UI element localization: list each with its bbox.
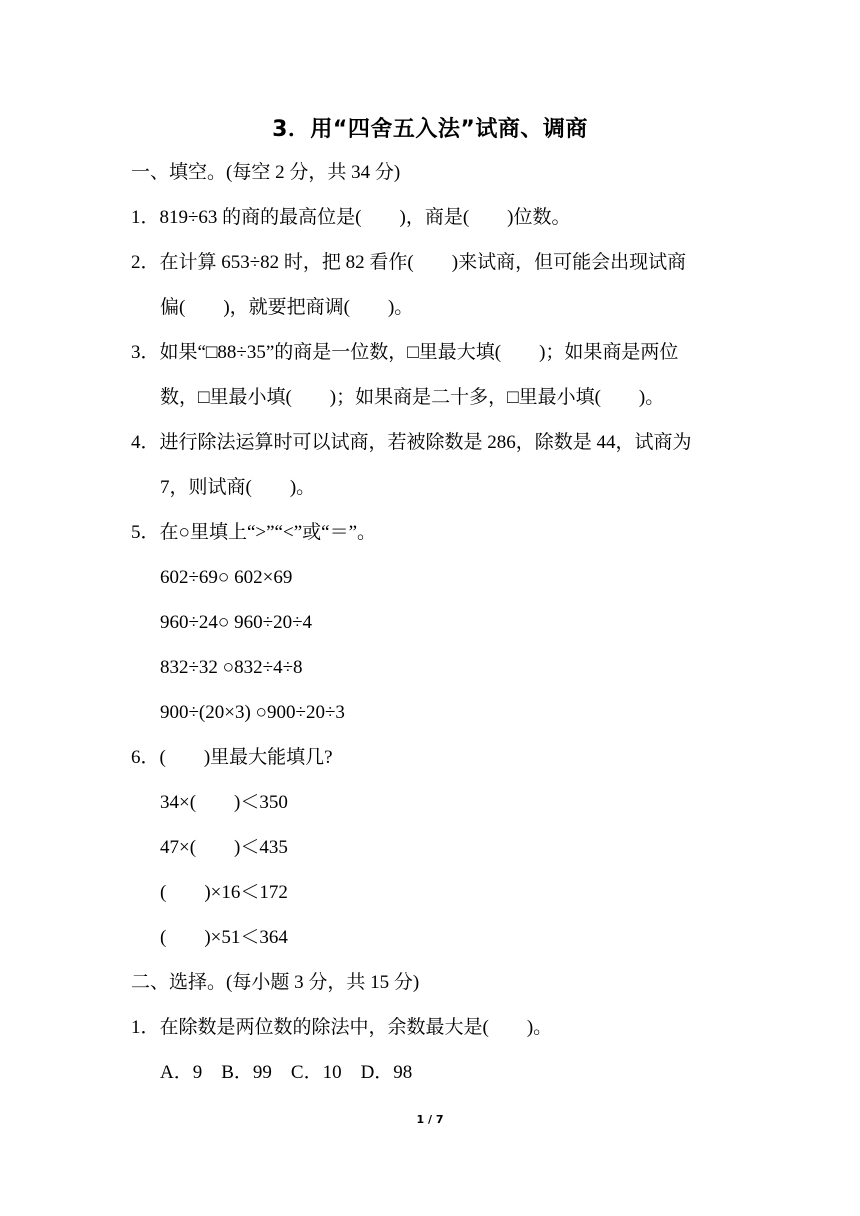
question-6-item: ( )×51＜364 bbox=[160, 927, 288, 948]
question-3-line-1: 3．如果“□88÷35”的商是一位数，□里最大填( )；如果商是两位 bbox=[131, 342, 679, 363]
question-4-line-1: 4．进行除法运算时可以试商，若被除数是 286，除数是 44，试商为 bbox=[131, 432, 692, 453]
question-4-line-2: 7，则试商( )。 bbox=[160, 477, 316, 498]
question-2-line-2: 偏( )，就要把商调( )。 bbox=[160, 297, 414, 318]
page-title: 3．用“四舍五入法”试商、调商 bbox=[272, 117, 588, 142]
question-6-item: 34×( )＜350 bbox=[160, 792, 288, 813]
question-5: 5．在○里填上“>”“<”或“＝”。 bbox=[131, 522, 377, 543]
question-2-line-1: 2．在计算 653÷82 时，把 82 看作( )来试商，但可能会出现试商 bbox=[131, 252, 687, 273]
question-3-line-2: 数，□里最小填( )；如果商是二十多，□里最小填( )。 bbox=[160, 387, 665, 408]
section-heading-choice: 二、选择。(每小题 3 分，共 15 分) bbox=[131, 972, 420, 993]
question-5-item: 832÷32 ○832÷4÷8 bbox=[160, 657, 303, 678]
section-heading-fill-blank: 一、填空。(每空 2 分，共 34 分) bbox=[131, 162, 401, 183]
question-1: 1．819÷63 的商的最高位是( )，商是( )位数。 bbox=[131, 207, 571, 228]
choice-question-1-options: A．9 B．99 C．10 D．98 bbox=[160, 1062, 413, 1083]
question-6-item: ( )×16＜172 bbox=[160, 882, 288, 903]
question-5-item: 900÷(20×3) ○900÷20÷3 bbox=[160, 702, 345, 723]
page-number: 1 / 7 bbox=[416, 1113, 444, 1126]
question-6-item: 47×( )＜435 bbox=[160, 837, 288, 858]
choice-question-1: 1．在除数是两位数的除法中，余数最大是( )。 bbox=[131, 1017, 553, 1038]
question-6: 6．( )里最大能填几? bbox=[131, 747, 333, 768]
question-5-item: 960÷24○ 960÷20÷4 bbox=[160, 612, 313, 633]
question-5-item: 602÷69○ 602×69 bbox=[160, 567, 293, 588]
